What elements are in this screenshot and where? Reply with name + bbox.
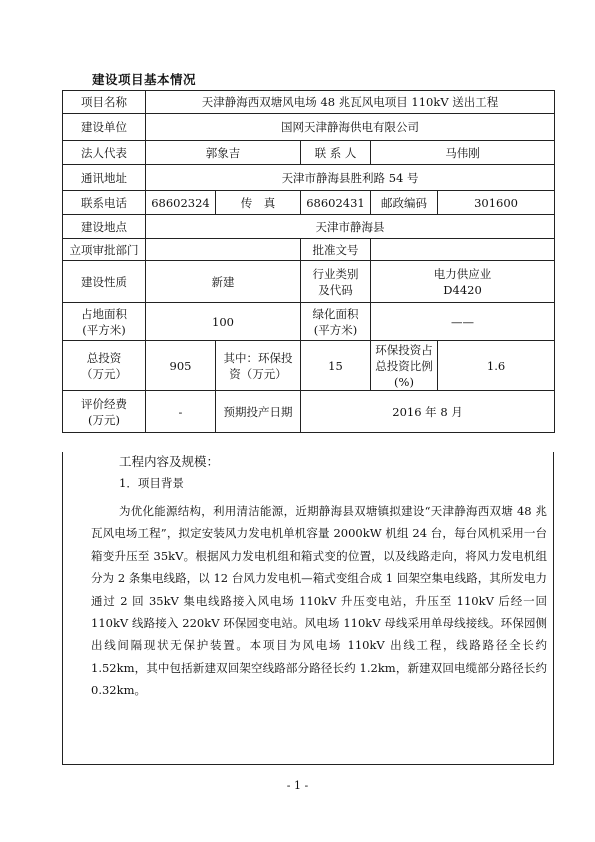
address-value: 天津市静海县胜利路 54 号 [146, 165, 555, 191]
industry-label-line1: 行业类别 [312, 266, 359, 281]
eval-fee-label-line2: (万元) [88, 412, 120, 427]
phone-value: 68602324 [146, 191, 216, 215]
green-label-line1: 绿化面积 [312, 306, 359, 321]
industry-value [371, 261, 555, 303]
project-name-label: 项目名称 [63, 91, 146, 114]
green-label-line2: (平方米) [313, 322, 358, 337]
nature-value: 新建 [146, 261, 301, 303]
industry-value-line1: 电力供应业 [433, 266, 492, 281]
content-heading: 工程内容及规模： [119, 454, 220, 469]
ratio-label-line1: 环保投资占 [375, 342, 433, 357]
area-label [63, 303, 146, 341]
unit-label: 建设单位 [63, 114, 146, 141]
location-value: 天津市静海县 [146, 215, 555, 239]
industry-value-line2: D4420 [443, 282, 482, 297]
invest-value: 905 [146, 341, 216, 391]
operation-date-label: 预期投产日期 [216, 391, 301, 433]
ratio-value: 1.6 [438, 341, 555, 391]
env-invest-label-line1: 其中：环保投 [223, 350, 293, 365]
eval-fee-label [63, 391, 146, 433]
ratio-label [371, 341, 438, 391]
industry-label-line2: 及代码 [318, 282, 353, 297]
env-invest-value: 15 [301, 341, 371, 391]
area-value: 100 [146, 303, 301, 341]
invest-label [63, 341, 146, 391]
legal-label: 法人代表 [63, 141, 146, 165]
approval-dept-value [146, 239, 301, 261]
operation-date-value: 2016 年 8 月 [301, 391, 555, 433]
nature-label: 建设性质 [63, 261, 146, 303]
content-box [62, 452, 554, 765]
approval-no-label: 批准文号 [301, 239, 371, 261]
project-info-table [62, 90, 555, 433]
approval-no-value [371, 239, 555, 261]
ratio-label-line2: 总投资比例 [375, 358, 433, 373]
address-label: 通讯地址 [63, 165, 146, 191]
content-paragraph: 为优化能源结构，利用清洁能源，近期静海县双塘镇拟建设“天津静海西双塘 48 兆瓦风电场工程”，拟定安装风力发电机单机容量 2000kW 机组 24 台，每台风机采用一台箱变升压至 35kV。根据风力发电机组和箱式变的位置，以及线路走向，将风力发电机组分为 2 条集电线路，以 12 台风力发电机—箱式变组合成 1 回架空集电线路，其所发电力通过 2 回 35kV 集电线路接入风电场 110kV 升压变电站，升压至 110kV 后经一回 110kV 线路接入 220kV 环保园变电站。风电场 110kV 母线采用单母线接线。环保园侧出线间隔现状无保护装置。本项目为风电场 110kV 出线工程，线路路径全长约 1.52km，其中包括新建双回架空线路部分路径长约 1.2km，新建双回电缆部分路径长约 0.32km。 [91, 504, 547, 698]
approval-dept-label: 立项审批部门 [63, 239, 146, 261]
env-invest-label [216, 341, 301, 391]
eval-fee-value: - [146, 391, 216, 433]
postcode-label: 邮政编码 [371, 191, 438, 215]
fax-value: 68602431 [301, 191, 371, 215]
area-label-line1: 占地面积 [81, 306, 127, 321]
invest-label-line2: （万元） [81, 366, 127, 381]
page-number: - 1 - [286, 779, 309, 792]
unit-value: 国网天津静海供电有限公司 [146, 114, 555, 141]
fax-label: 传 真 [216, 191, 301, 215]
env-invest-label-line2: 资（万元） [229, 366, 287, 381]
contact-label: 联 系 人 [301, 141, 371, 165]
phone-label: 联系电话 [63, 191, 146, 215]
industry-label [301, 261, 371, 303]
content-subheading: 1．项目背景 [119, 476, 184, 490]
invest-label-line1: 总投资 [86, 350, 122, 365]
green-label [301, 303, 371, 341]
contact-value: 马伟刚 [371, 141, 555, 165]
ratio-label-line3: (%) [394, 374, 414, 389]
legal-value: 郭象吉 [146, 141, 301, 165]
postcode-value: 301600 [438, 191, 555, 215]
location-label: 建设地点 [63, 215, 146, 239]
project-name-value: 天津静海西双塘风电场 48 兆瓦风电项目 110kV 送出工程 [146, 91, 555, 114]
section-title: 建设项目基本情况 [92, 72, 197, 87]
eval-fee-label-line1: 评价经费 [81, 396, 127, 411]
area-label-line2: (平方米) [82, 322, 126, 337]
green-value: —— [371, 303, 555, 341]
